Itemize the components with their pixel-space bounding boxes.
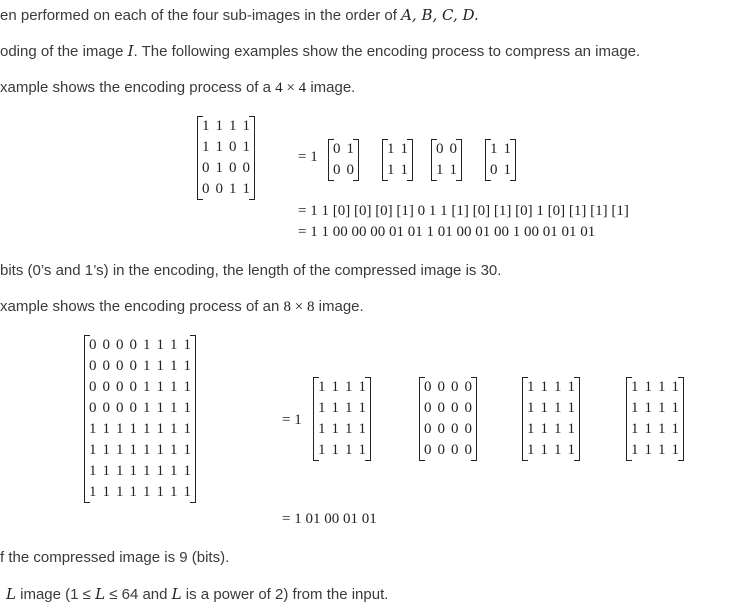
input-spec-var-l3: L — [171, 585, 182, 603]
example1-sub-matrix-2-cell: 1 — [387, 162, 395, 178]
example2-matrix-cell: 1 — [156, 484, 164, 500]
example2-matrix-cell: 1 — [116, 421, 124, 437]
example2-sub-matrix-4-row — [628, 398, 682, 419]
example2-matrix-row — [86, 440, 194, 461]
example2-matrix-cell: 1 — [89, 463, 97, 479]
example1-matrix-cell: 0 — [229, 139, 237, 155]
example2-sub-matrix-1-cell: 1 — [318, 421, 326, 437]
example2-matrix-row — [86, 419, 194, 440]
example2-sub-matrix-1-cell: 1 — [358, 400, 366, 416]
example2-sub-matrix-2-cell: 0 — [437, 442, 445, 458]
example2-sub-matrix-3-cell: 1 — [554, 421, 562, 437]
example1-sub-matrix-4-cell: 1 — [490, 141, 498, 157]
example2-matrix-cell: 1 — [129, 421, 137, 437]
example2-sub-matrix-3-cell: 1 — [554, 442, 562, 458]
example2-sub-matrix-4-row — [628, 419, 682, 440]
example2-matrix-cell: 0 — [116, 379, 124, 395]
example2-sub-matrix-3-cell: 1 — [554, 400, 562, 416]
example2-matrix-cell: 1 — [170, 337, 178, 353]
example1-encoding-line3: = 1 1 00 00 00 01 01 1 01 00 01 00 1 00 01 01 01 — [298, 224, 596, 240]
example2-sub-matrix-3-cell: 1 — [567, 442, 575, 458]
example2-matrix-cell: 0 — [116, 337, 124, 353]
example2-matrix-cell: 1 — [183, 442, 191, 458]
example2-sub-matrix-3-cell: 1 — [567, 400, 575, 416]
example2-matrix-cell: 1 — [116, 442, 124, 458]
example2-matrix-cell: 0 — [102, 358, 110, 374]
example1-matrix-cell: 1 — [229, 118, 237, 134]
example2-sub-matrix-1-cell: 1 — [331, 421, 339, 437]
example2-matrix-cell: 1 — [183, 463, 191, 479]
example1-sub-matrix-1-cell: 0 — [333, 162, 341, 178]
example2-matrix-cell: 1 — [143, 421, 151, 437]
example2-matrix-cell: 1 — [129, 442, 137, 458]
example2-sub-matrix-1-cell: 1 — [345, 400, 353, 416]
example2-sub-matrix-3-row — [524, 440, 578, 461]
example2-sub-matrix-4-cell: 1 — [631, 421, 639, 437]
example2-matrix-cell: 0 — [102, 337, 110, 353]
example2-sub-matrix-2-cell: 0 — [437, 400, 445, 416]
example1-sub-matrix-4-cell: 1 — [503, 162, 511, 178]
example2-sub-matrix-3-cell: 1 — [527, 442, 535, 458]
example2-sub-matrix-4-cell: 1 — [644, 379, 652, 395]
example2-sub-matrix-4-cell: 1 — [671, 379, 679, 395]
example2-sub-matrix-1-cell: 1 — [358, 442, 366, 458]
example2-sub-matrix-2-cell: 0 — [424, 379, 432, 395]
example1-sub-matrix-1-cell: 0 — [333, 141, 341, 157]
example2-sub-matrix-3-cell: 1 — [540, 442, 548, 458]
example2-sub-matrix-3 — [524, 377, 578, 461]
example2-sub-matrix-4-cell: 1 — [671, 442, 679, 458]
example2-sub-matrix-2-row — [421, 419, 475, 440]
example1-intro-text-b: image. — [310, 79, 356, 96]
example1-sub-matrix-2-cell: 1 — [387, 141, 395, 157]
example2-sub-matrix-1-row — [315, 419, 369, 440]
example1-matrix-row — [199, 116, 253, 137]
example2-sub-matrix-1-cell: 1 — [331, 442, 339, 458]
example2-matrix-cell: 1 — [183, 421, 191, 437]
example2-matrix-cell: 0 — [89, 337, 97, 353]
example1-matrix-row — [199, 179, 253, 200]
example1-sub-matrix-1-cell: 1 — [346, 141, 354, 157]
example2-sub-matrix-1-row — [315, 398, 369, 419]
example2-encoding-result: = 1 01 00 01 01 — [282, 511, 377, 527]
example2-sub-matrix-3-cell: 1 — [527, 379, 535, 395]
input-spec-var-l2: L — [95, 585, 106, 603]
example1-eq-prefix: = 1 — [298, 149, 318, 165]
example2-matrix-cell: 0 — [129, 379, 137, 395]
example1-sub-matrix-4-cell: 0 — [490, 162, 498, 178]
example2-matrix-cell: 1 — [143, 484, 151, 500]
example1-encoding-line2: = 1 1 [0] [0] [0] [1] 0 1 1 [1] [0] [1] [0] 1 [0] [1] [1] [1] — [298, 203, 629, 219]
paragraph-length-30-text: bits (0’s and 1’s) in the encoding, the length of the compressed image is 30. — [0, 262, 502, 279]
example1-matrix-row — [199, 137, 253, 158]
paragraph-input-spec — [6, 585, 388, 603]
example2-sub-matrix-4-cell: 1 — [644, 421, 652, 437]
example2-matrix-cell: 1 — [89, 421, 97, 437]
example2-sub-matrix-2-row — [421, 398, 475, 419]
example2-matrix-cell: 1 — [170, 484, 178, 500]
example1-matrix-cell: 0 — [202, 181, 210, 197]
example2-matrix-cell: 1 — [183, 484, 191, 500]
example1-matrix-cell: 1 — [215, 118, 223, 134]
example2-matrix-cell: 1 — [156, 358, 164, 374]
example2-sub-matrix-4-cell: 1 — [631, 379, 639, 395]
example2-sub-matrix-3-cell: 1 — [527, 421, 535, 437]
example2-matrix-cell: 1 — [156, 421, 164, 437]
example2-sub-matrix-1-cell: 1 — [358, 379, 366, 395]
example2-matrix-cell: 1 — [89, 442, 97, 458]
example2-sub-matrix-1-cell: 1 — [318, 400, 326, 416]
example2-matrix-cell: 1 — [116, 463, 124, 479]
example2-matrix — [86, 335, 194, 503]
example2-sub-matrix-4-cell: 1 — [671, 421, 679, 437]
input-spec-text-b: image (1 ≤ — [15, 586, 96, 603]
example1-matrix-cell: 1 — [202, 139, 210, 155]
example2-sub-matrix-3-cell: 1 — [540, 421, 548, 437]
example2-matrix-cell: 1 — [102, 421, 110, 437]
example2-sub-matrix-2 — [421, 377, 475, 461]
example1-matrix-cell: 0 — [215, 181, 223, 197]
paragraph-length-9-text: f the compressed image is 9 (bits). — [0, 549, 230, 566]
example1-intro-text-a: xample shows the encoding process of a — [0, 79, 271, 96]
example2-sub-matrix-1-cell: 1 — [345, 442, 353, 458]
example2-matrix-cell: 1 — [170, 463, 178, 479]
example2-matrix-cell: 1 — [170, 358, 178, 374]
example2-matrix-cell: 1 — [102, 442, 110, 458]
example2-matrix-cell: 0 — [102, 379, 110, 395]
example2-sub-matrix-1-row — [315, 440, 369, 461]
example2-sub-matrix-3-row — [524, 419, 578, 440]
example1-sub-matrix-2-cell: 1 — [400, 141, 408, 157]
example2-matrix-cell: 1 — [183, 400, 191, 416]
example2-matrix-cell: 1 — [183, 337, 191, 353]
example2-sub-matrix-4-cell: 1 — [644, 442, 652, 458]
example2-sub-matrix-4-row — [628, 440, 682, 461]
example2-matrix-cell: 1 — [116, 484, 124, 500]
example1-matrix-cell: 1 — [229, 181, 237, 197]
example1-sub-matrix-3-cell: 1 — [449, 162, 457, 178]
example2-sub-matrix-3-row — [524, 377, 578, 398]
example2-sub-matrix-4-row — [628, 377, 682, 398]
paragraph-encoding-var: I — [127, 42, 134, 60]
example2-sub-matrix-2-cell: 0 — [464, 379, 472, 395]
example2-matrix-row — [86, 461, 194, 482]
example2-sub-matrix-2-cell: 0 — [451, 400, 459, 416]
example2-sub-matrix-3-cell: 1 — [567, 379, 575, 395]
example2-matrix-cell: 0 — [129, 337, 137, 353]
example2-intro-text-b: image. — [318, 298, 364, 315]
example2-sub-matrix-3-row — [524, 398, 578, 419]
example2-sub-matrix-2-cell: 0 — [451, 379, 459, 395]
example2-matrix-cell: 1 — [143, 442, 151, 458]
example2-sub-matrix-3-cell: 1 — [540, 379, 548, 395]
example1-sub-matrix-1-cell: 0 — [346, 162, 354, 178]
example2-sub-matrix-1-cell: 1 — [318, 379, 326, 395]
example2-sub-matrix-2-cell: 0 — [437, 379, 445, 395]
example2-matrix-cell: 0 — [89, 400, 97, 416]
paragraph-length-9 — [0, 549, 229, 566]
example2-sub-matrix-3-cell: 1 — [567, 421, 575, 437]
example2-sub-matrix-2-cell: 0 — [424, 421, 432, 437]
example1-matrix-row — [199, 158, 253, 179]
example2-matrix-cell: 1 — [170, 400, 178, 416]
example1-sub-matrix-3-cell: 0 — [449, 141, 457, 157]
example2-matrix-cell: 0 — [116, 358, 124, 374]
example1-matrix-cell: 0 — [242, 160, 250, 176]
example2-matrix-cell: 0 — [89, 379, 97, 395]
example2-matrix-cell: 0 — [116, 400, 124, 416]
example2-matrix-cell: 1 — [183, 358, 191, 374]
example2-intro-size: 8 × 8 — [283, 299, 315, 315]
paragraph-encoding-text-a: oding of the image — [0, 43, 124, 60]
paragraph-encoding-intro — [0, 42, 640, 60]
example2-matrix-cell: 1 — [89, 484, 97, 500]
example2-sub-matrix-1-row — [315, 377, 369, 398]
example2-sub-matrix-1-cell: 1 — [331, 400, 339, 416]
example2-matrix-row — [86, 482, 194, 503]
example2-matrix-cell: 1 — [170, 421, 178, 437]
example1-sub-matrix-2 — [384, 139, 411, 181]
example2-matrix-cell: 1 — [143, 337, 151, 353]
example1-sub-matrix-2-cell: 1 — [400, 162, 408, 178]
input-spec-text-d: ≤ 64 and — [105, 586, 172, 603]
example2-sub-matrix-4-cell: 1 — [631, 400, 639, 416]
example2-sub-matrix-4-cell: 1 — [658, 421, 666, 437]
paragraph-length-30 — [0, 262, 501, 279]
example2-sub-matrix-4 — [628, 377, 682, 461]
example2-sub-matrix-3-cell: 1 — [540, 400, 548, 416]
example2-matrix-cell: 1 — [143, 358, 151, 374]
example2-sub-matrix-2-row — [421, 377, 475, 398]
example2-intro-text-a: xample shows the encoding process of an — [0, 298, 280, 315]
example2-matrix-row — [86, 398, 194, 419]
example2-matrix-cell: 1 — [156, 463, 164, 479]
example2-sub-matrix-2-cell: 0 — [424, 442, 432, 458]
example2-matrix-cell: 1 — [143, 400, 151, 416]
example2-matrix-cell: 0 — [102, 400, 110, 416]
example1-intro-size: 4 × 4 — [275, 80, 307, 96]
paragraph-order-vars: A, B, C, D. — [401, 6, 479, 24]
example2-sub-matrix-1-cell: 1 — [331, 379, 339, 395]
example2-sub-matrix-2-row — [421, 440, 475, 461]
paragraph-example2-intro — [0, 298, 364, 316]
example1-sub-matrix-4 — [487, 139, 514, 181]
example2-sub-matrix-2-cell: 0 — [424, 400, 432, 416]
example2-sub-matrix-1 — [315, 377, 369, 461]
example2-matrix-cell: 1 — [102, 484, 110, 500]
example1-sub-matrix-3 — [433, 139, 460, 181]
example2-sub-matrix-1-cell: 1 — [318, 442, 326, 458]
example2-sub-matrix-3-cell: 1 — [527, 400, 535, 416]
example1-matrix-cell: 1 — [215, 139, 223, 155]
paragraph-example1-intro — [0, 79, 355, 97]
example2-eq-prefix: = 1 — [282, 412, 302, 428]
example2-matrix-cell: 1 — [143, 379, 151, 395]
example2-matrix-cell: 1 — [170, 442, 178, 458]
example1-matrix-cell: 0 — [229, 160, 237, 176]
example2-sub-matrix-4-cell: 1 — [658, 400, 666, 416]
example2-sub-matrix-1-cell: 1 — [358, 421, 366, 437]
example2-sub-matrix-2-cell: 0 — [464, 400, 472, 416]
example1-matrix — [199, 116, 253, 200]
example2-matrix-cell: 1 — [156, 379, 164, 395]
example1-sub-matrix-4-cell: 1 — [503, 141, 511, 157]
example2-matrix-cell: 1 — [143, 463, 151, 479]
example2-sub-matrix-4-cell: 1 — [644, 400, 652, 416]
input-spec-var-l1: L — [6, 585, 16, 603]
paragraph-order — [0, 6, 479, 24]
input-spec-text-f: is a power of 2) from the input. — [181, 586, 389, 603]
example2-matrix-cell: 1 — [129, 484, 137, 500]
example2-sub-matrix-4-cell: 1 — [631, 442, 639, 458]
paragraph-encoding-text-b: . The following examples show the encoding process to compress an image. — [133, 43, 641, 60]
example2-matrix-cell: 1 — [156, 400, 164, 416]
example2-matrix-row — [86, 377, 194, 398]
example2-matrix-row — [86, 335, 194, 356]
example1-matrix-cell: 1 — [215, 160, 223, 176]
example1-sub-matrix-3-cell: 0 — [436, 141, 444, 157]
example1-matrix-cell: 1 — [242, 118, 250, 134]
example2-sub-matrix-2-cell: 0 — [451, 421, 459, 437]
example1-sub-matrix-3-cell: 1 — [436, 162, 444, 178]
example2-sub-matrix-2-cell: 0 — [437, 421, 445, 437]
example1-matrix-cell: 1 — [202, 118, 210, 134]
example2-matrix-cell: 1 — [129, 463, 137, 479]
example2-sub-matrix-1-cell: 1 — [345, 379, 353, 395]
example2-sub-matrix-4-cell: 1 — [658, 442, 666, 458]
example2-sub-matrix-1-cell: 1 — [345, 421, 353, 437]
example2-sub-matrix-3-cell: 1 — [554, 379, 562, 395]
example2-matrix-cell: 1 — [102, 463, 110, 479]
paragraph-order-text: en performed on each of the four sub-images in the order of — [0, 7, 397, 24]
example2-sub-matrix-2-cell: 0 — [464, 421, 472, 437]
example2-matrix-row — [86, 356, 194, 377]
example2-matrix-cell: 1 — [183, 379, 191, 395]
example2-sub-matrix-4-cell: 1 — [658, 379, 666, 395]
example1-matrix-cell: 1 — [242, 181, 250, 197]
example2-sub-matrix-2-cell: 0 — [451, 442, 459, 458]
example2-matrix-cell: 1 — [170, 379, 178, 395]
example2-sub-matrix-2-cell: 0 — [464, 442, 472, 458]
example1-matrix-cell: 0 — [202, 160, 210, 176]
example2-matrix-cell: 1 — [156, 337, 164, 353]
example2-matrix-cell: 0 — [129, 358, 137, 374]
example1-sub-matrix-1 — [330, 139, 357, 181]
example2-matrix-cell: 1 — [156, 442, 164, 458]
example2-matrix-cell: 0 — [89, 358, 97, 374]
example2-sub-matrix-4-cell: 1 — [671, 400, 679, 416]
example2-matrix-cell: 0 — [129, 400, 137, 416]
example1-matrix-cell: 1 — [242, 139, 250, 155]
